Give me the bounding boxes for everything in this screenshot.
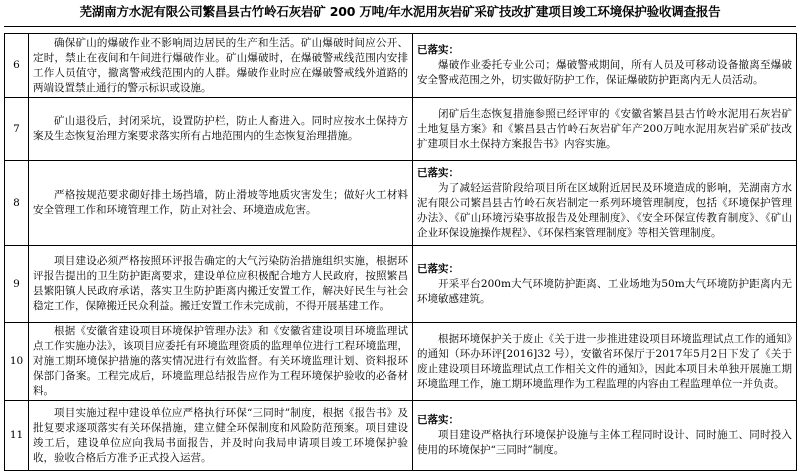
requirement-text: 严格按规范要求砌好排土场挡墙，防止滑坡等地质灾害发生；做好火工材料安全管理工作和环境管理工作，防止对社会、环境造成危害。 [33, 189, 408, 216]
row-number: 11 [5, 401, 29, 471]
implementation-cell [413, 161, 797, 246]
row-number: 10 [5, 323, 29, 401]
requirement-cell [29, 161, 413, 246]
implementation-text: 项目建设严格执行环境保护设施与主体工程同时设计、同时施工、同时投入使用的环境保护“三同时”制度。 [417, 429, 792, 456]
implementation-cell [413, 246, 797, 323]
table-row [5, 98, 797, 161]
implementation-status-label: 已落实： [417, 44, 459, 56]
table-row [5, 34, 797, 98]
row-number: 7 [5, 98, 29, 161]
implementation-cell [413, 34, 797, 98]
row-number: 9 [5, 246, 29, 323]
implementation-status-label: 已落实： [417, 262, 459, 275]
implementation-cell [413, 401, 797, 471]
implementation-text: 开采平台200m大气环境防护距离、工业场地为50m大气环境防护距离内无环境敏感建筑。 [417, 277, 792, 305]
implementation-status-label: 已落实： [417, 166, 459, 179]
requirement-cell [29, 98, 413, 161]
table-row [5, 161, 797, 246]
implementation-text: 根据环境保护关于废止《关于进一步推进建设项目环境监理试点工作的通知》的通知（环办环评[2016]32 号），安徽省环保厅于2017年5月2日下发了《关于废止建设项目环境监理试点工作相关文件的通知》，因此本项目未单独开展施工期环境监理工作，施工期环境监理作为工程监理的内容由工程监理单位一并负责。 [417, 332, 792, 390]
table-row [5, 401, 797, 471]
row-number: 6 [5, 34, 29, 98]
requirement-text: 矿山退役后，封闭采坑，设置防护栏，防止人畜进入。同时应按水土保持方案及生态恢复治理方案要求落实所有占地范围内的生态恢复治理措施。 [33, 115, 408, 142]
requirement-cell [29, 246, 413, 323]
measures-table [4, 33, 797, 471]
requirement-cell [29, 401, 413, 471]
requirement-text: 确保矿山的爆破作业不影响周边居民的生产和生活。矿山爆破时间应公开、定时，禁止在夜间和午间进行爆破作业。矿山爆破时，在爆破警戒线范围内安排工作人员值守，撤离警戒线范围内的人群。爆破作业时应在爆破警戒线外道路的两端设置禁止通行的警示标识或设施。 [33, 36, 408, 94]
row-number: 8 [5, 161, 29, 246]
table-row [5, 246, 797, 323]
implementation-cell [413, 323, 797, 401]
requirement-text: 根据《安徽省建设项目环境保护管理办法》和《安徽省建设项目环境监理试点工作实施办法》，该项目应委托有环境监理资质的监理单位进行工程环境监理，对施工期环境保护措施的落实情况进行有效监督。有关环境监理计划、资料报环保部门备案。工程完成后，环境监理总结报告应作为工程环境保护验收的必备材料。 [33, 325, 408, 397]
report-header-title: 芜湖南方水泥有限公司繁昌县古竹岭石灰岩矿 200 万吨/年水泥用灰岩矿采矿技改扩建项目竣工环境保护验收调查报告 [4, 0, 796, 27]
implementation-cell [413, 98, 797, 161]
requirement-text: 项目实施过程中建设单位应严格执行环保“三同时”制度，根据《报告书》及批复要求逐项落实有关环保措施，建立健全环保制度和风险防范预案。项目建设竣工后，建设单位应向我局书面报告，并及时向我局申请项目竣工环境保护验收，验收合格后方准予正式投入运营。 [33, 406, 408, 464]
requirement-text: 项目建设必须严格按照环评报告确定的大气污染防治措施组织实施，根据环评报告提出的卫生防护距离要求，建设单位应积极配合地方人民政府，按照繁昌县繁阳镇人民政府承诺，落实卫生防护距离内搬迁安置工作，解决好民生与社会稳定工作，保障搬迁民众利益。搬迁安置工作未完成前，不得开展基建工作。 [33, 255, 408, 312]
table-row [5, 323, 797, 401]
implementation-text: 爆破作业委托专业公司；爆破警戒期间，所有人员及可移动设备撤离至爆破安全警戒范围之外，切实做好防护工作，保证爆破防护距离内无人员活动。 [417, 59, 792, 86]
implementation-status-label: 已落实： [417, 414, 459, 426]
requirement-cell [29, 323, 413, 401]
requirement-cell [29, 34, 413, 98]
implementation-text: 为了减轻运营阶段给项目所在区域附近居民及环境造成的影响，芜湖南方水泥有限公司繁昌县古竹岭石灰岩制定一系列环境管理制度，包括《环境保护管理办法》、《矿山环境污染事故报告及处理制度》、《安全环保宣传教育制度》、《矿山企业环保设施操作规程》、《环保档案管理制度》等相关管理制度。 [417, 181, 792, 239]
implementation-text: 闭矿后生态恢复措施参照已经评审的《安徽省繁昌县古竹岭水泥用石灰岩矿土地复垦方案》和《繁昌县古竹岭石灰岩矿年产200万吨水泥用灰岩矿采矿技改扩建项目水土保持方案报告书》内容实施。 [417, 107, 792, 150]
